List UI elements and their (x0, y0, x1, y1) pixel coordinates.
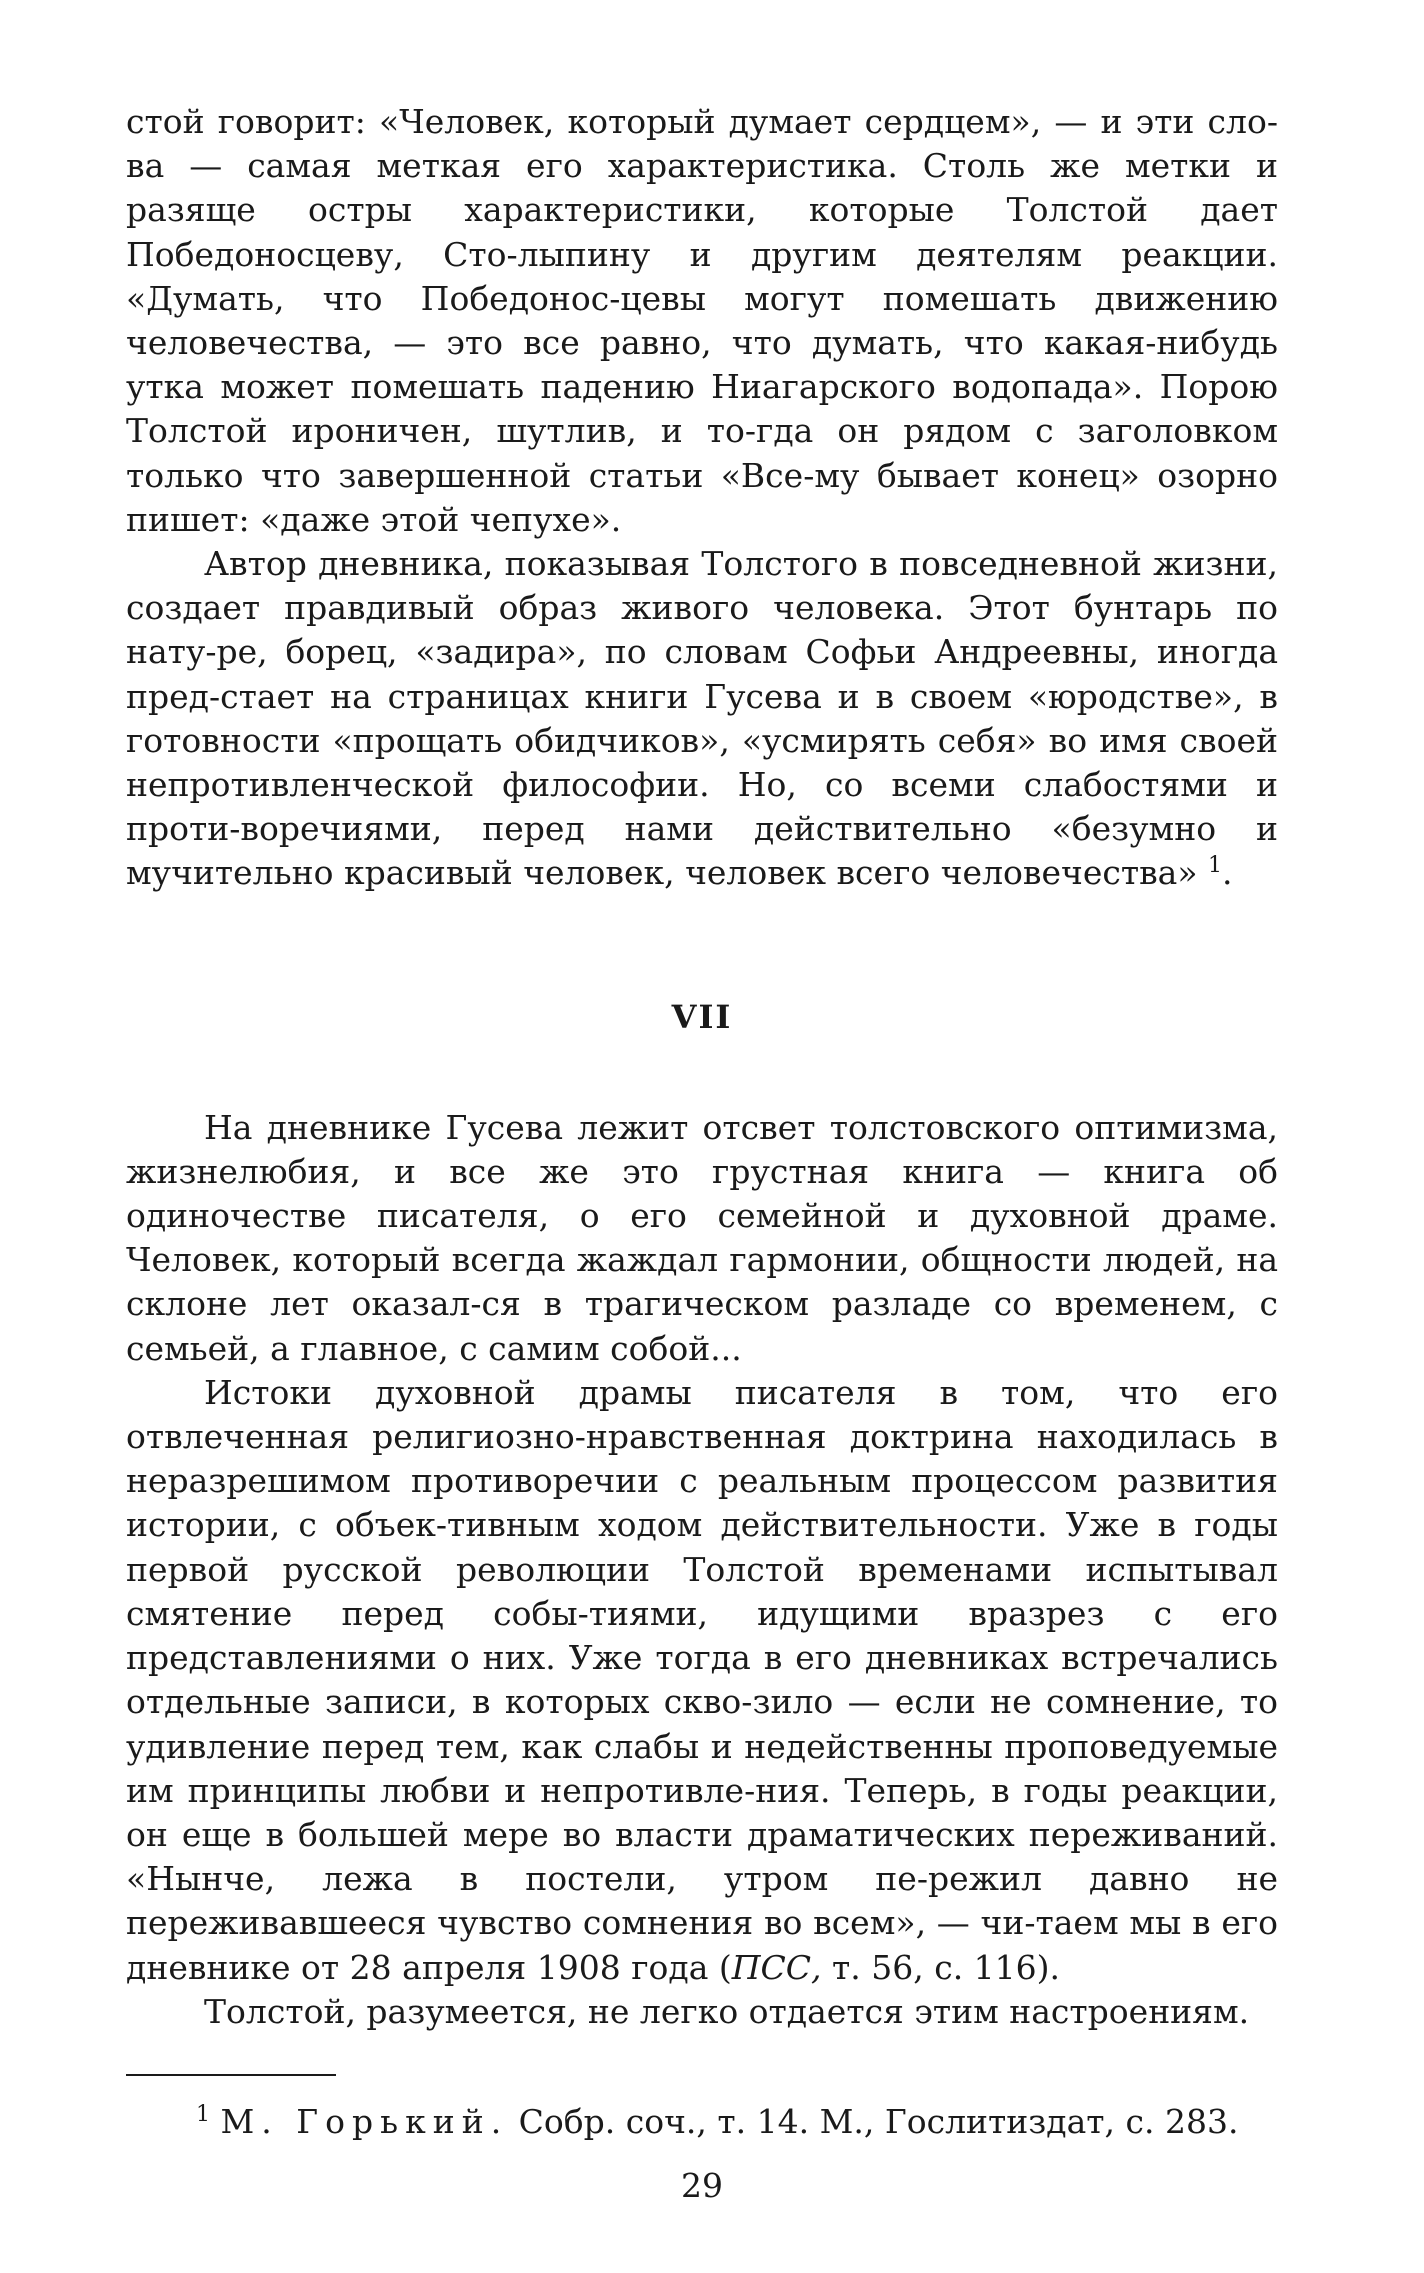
footnote-reference: 1 (1208, 853, 1223, 879)
footnote-marker: 1 (196, 2101, 210, 2127)
paragraph-gusev-diary: На дневнике Гусева лежит отсвет толстовского оптимизма, жизнелюбия, и все же это грустная книга — книга об одиночестве писателя, о его семейной и духовной драме. Человек, который всегда жаждал гармонии, общности людей, на склоне лет оказал-ся в трагическом разладе со временем, с семьей, а главное, с самим собой... (126, 1107, 1278, 1368)
citation-source: ПСС, (731, 1947, 822, 1987)
page-number: 29 (681, 2165, 723, 2205)
paragraph-spiritual-drama (126, 1371, 1278, 1990)
footnote-author: М. Горький. (220, 2101, 509, 2141)
paragraph-end-mark: . (1222, 853, 1233, 893)
citation-reference: т. 56, с. 116). (821, 1947, 1061, 1987)
paragraph-diary-author (126, 542, 1278, 896)
paragraph-diary-author-text: Автор дневника, показывая Толстого в повседневной жизни, создает правдивый образ живого человека. Этот бунтарь по нату-ре, борец, «задира», по словам Софьи Андреевны, иногда пред-стает на страницах книги Гусева и в своем «юродстве», в готовности «прощать обидчиков», «усмирять себя» во имя своей непротивленческой философии. Но, со всеми слабостями и проти-воречиями, перед нами действительно «безумно и мучительно красивый человек, человек всего человечества» (126, 544, 1278, 893)
paragraph-continuation: стой говорит: «Человек, который думает сердцем», — и эти сло-ва — самая меткая его характеристика. Столь же метки и разяще остры характеристики, которые Толстой дает Победоносцеву, Сто-лыпину и другим деятелям реакции. «Думать, что Победонос-цевы могут помешать движению человечества, — это все равно, что думать, что какая-нибудь утка может помешать падению Ниагарского водопада». Порою Толстой ироничен, шутлив, и то-гда он рядом с заголовком только что завершенной статьи «Все-му бывает конец» озорно пишет: «даже этой чепухе». (126, 102, 1278, 539)
book-page (126, 100, 1278, 2208)
footnote (126, 2100, 1278, 2144)
footnote-text: Собр. соч., т. 14. М., Гослитиздат, с. 283. (508, 2101, 1239, 2141)
section-title: VII (671, 997, 733, 1036)
paragraph-spiritual-drama-text: Истоки духовной драмы писателя в том, что его отвлеченная религиозно-нравственная доктрина находилась в неразрешимом противоречии с реальным процессом развития истории, с объек-тивным ходом действительности. Уже в годы первой русской революции Толстой временами испытывал смятение перед собы-тиями, идущими вразрез с его представлениями о них. Уже тогда в его дневниках встречались отдельные записи, в которых скво-зило — если не сомнение, то удивление перед тем, как слабы и недейственны проповедуемые им принципы любви и непротивле-ния. Теперь, в годы реакции, он еще в большей мере во власти драматических переживаний. «Нынче, лежа в постели, утром пе-режил давно не переживавшееся чувство сомнения во всем», — чи-таем мы в его дневнике от 28 апреля 1908 года ( (126, 1372, 1278, 1987)
paragraph-moods: Толстой, разумеется, не легко отдается этим настроениям. (204, 1991, 1250, 2031)
